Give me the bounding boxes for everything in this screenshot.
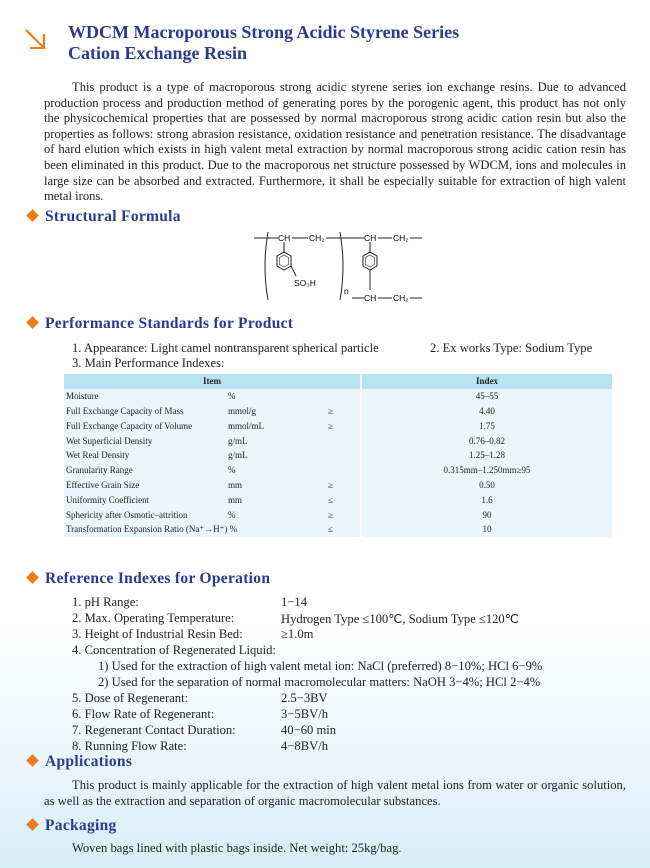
reference-label: 7. Regenerant Contact Duration: [72, 723, 236, 737]
applications-text: This product is mainly applicable for the extraction of high valent metal ions from water or organic solution, as well as the extraction and separation of organic macromolecular substances. [44, 778, 626, 808]
performance-table [64, 374, 612, 537]
section-applications [26, 753, 132, 771]
arrow-down-right-icon [22, 26, 48, 52]
diamond-bullet-icon [26, 571, 39, 584]
table-row: Transformation Expansion Ratio (Na⁺→H⁺) % ≤ 10 [64, 522, 612, 537]
table-row: Wet Real Density g/mL 1.25–1.28 [64, 448, 612, 463]
table-row: Granularity Range % 0.315mm–1.250mm≥95 [64, 463, 612, 478]
section-packaging [26, 817, 117, 835]
formula-ch-3: CH [364, 293, 377, 303]
section-title: Packaging [45, 817, 117, 834]
formula-ch2-2: CH₂ [393, 233, 409, 243]
structural-formula-diagram [240, 228, 440, 310]
reference-label: 8. Running Flow Rate: [72, 739, 187, 753]
table-row: Sphericity after Osmotic–attrition % ≥ 90 [64, 507, 612, 522]
formula-ch-1: CH [278, 233, 291, 243]
diamond-bullet-icon [26, 754, 39, 767]
table-header-item: Item [203, 376, 221, 387]
reference-label: 3. Height of Industrial Resin Bed: [72, 627, 243, 641]
section-title: Structural Formula [45, 208, 181, 225]
reference-value: Hydrogen Type ≤100℃, Sodium Type ≤120℃ [281, 612, 519, 626]
formula-ch2-3: CH₂ [393, 293, 409, 303]
table-row: Full Exchange Capacity of Volume mmol/mL ≥ 1.75 [64, 418, 612, 433]
section-reference-indexes [26, 570, 270, 588]
diamond-bullet-icon [26, 209, 39, 222]
section-performance-standards [26, 315, 293, 333]
reference-label: 4. Concentration of Regenerated Liquid: [72, 643, 276, 657]
reference-label: 5. Dose of Regenerant: [72, 691, 189, 705]
diamond-bullet-icon [26, 818, 39, 831]
formula-ch2-1: CH₂ [309, 233, 325, 243]
table-row: Uniformity Coefficient mm ≤ 1.6 [64, 492, 612, 507]
reference-value: 4−8BV/h [281, 739, 328, 753]
table-row: Moisture % 45–55 [64, 389, 612, 404]
title-line-2: Cation Exchange Resin [68, 43, 248, 63]
section-structural-formula [26, 208, 181, 226]
performance-ex-works: 2. Ex works Type: Sodium Type [430, 341, 593, 355]
formula-so3h: SO₃H [294, 278, 316, 288]
table-row: Wet Superficial Density g/mL 0.76–0.82 [64, 433, 612, 448]
page-title [68, 22, 459, 64]
table-row: Effective Grain Size mm ≥ 0.50 [64, 478, 612, 493]
formula-n: n [344, 286, 349, 296]
reference-label: 6. Flow Rate of Regenerant: [72, 707, 215, 721]
reference-value: 3−5BV/h [281, 707, 328, 721]
section-title: Reference Indexes for Operation [45, 570, 271, 587]
reference-sub-item: 2) Used for the separation of normal macromolecular matters: NaOH 3−4%; HCl 2−4% [98, 675, 541, 689]
reference-label: 2. Max. Operating Temperature: [72, 611, 235, 625]
table-header-index: Index [361, 374, 612, 389]
intro-paragraph: This product is a type of macroporous strong acidic styrene series ion exchange resins. Due to advanced production process and production method of generating pores by the porogenic agent, this product has not only the physicochemical properties that are possessed by normal macroporous strong acidic cation resin but also the properties as follows: strong abrasion resistance, oxidation resistance and penetration resistance. The disadvantage of hard elution which exists in high valent metal extraction by normal macroporous strong acidic cation resin has been eliminated in this product. Due to the macroporous net structure possessed by WDCM, ions and molecules in large size can be absorbed and extracted. Furthermore, it shall be especially suitable for extraction of high valent metal irons. [44, 80, 626, 204]
performance-appearance: 1. Appearance: Light camel nontransparent spherical particle [72, 341, 379, 355]
performance-main-indexes: 3. Main Performance Indexes: [72, 356, 225, 370]
reference-value: 40−60 min [281, 723, 337, 737]
packaging-text: Woven bags lined with plastic bags inside. Net weight: 25kg/bag. [72, 841, 402, 855]
section-title: Applications [45, 753, 133, 770]
reference-value: 1−14 [281, 595, 307, 609]
table-row: Full Exchange Capacity of Mass mmol/g ≥ 4.40 [64, 404, 612, 419]
formula-ch-2: CH [364, 233, 377, 243]
title-line-1: WDCM Macroporous Strong Acidic Styrene Series [68, 22, 460, 42]
reference-value: 2.5−3BV [281, 691, 328, 705]
reference-sub-item: 1) Used for the extraction of high valent metal ion: NaCl (preferred) 8−10%; HCl 6−9% [98, 659, 543, 673]
table-header-row [64, 374, 612, 389]
reference-label: 1. pH Range: [72, 595, 139, 609]
diamond-bullet-icon [26, 316, 39, 329]
section-title: Performance Standards for Product [45, 315, 294, 332]
reference-value: ≥1.0m [281, 627, 314, 641]
